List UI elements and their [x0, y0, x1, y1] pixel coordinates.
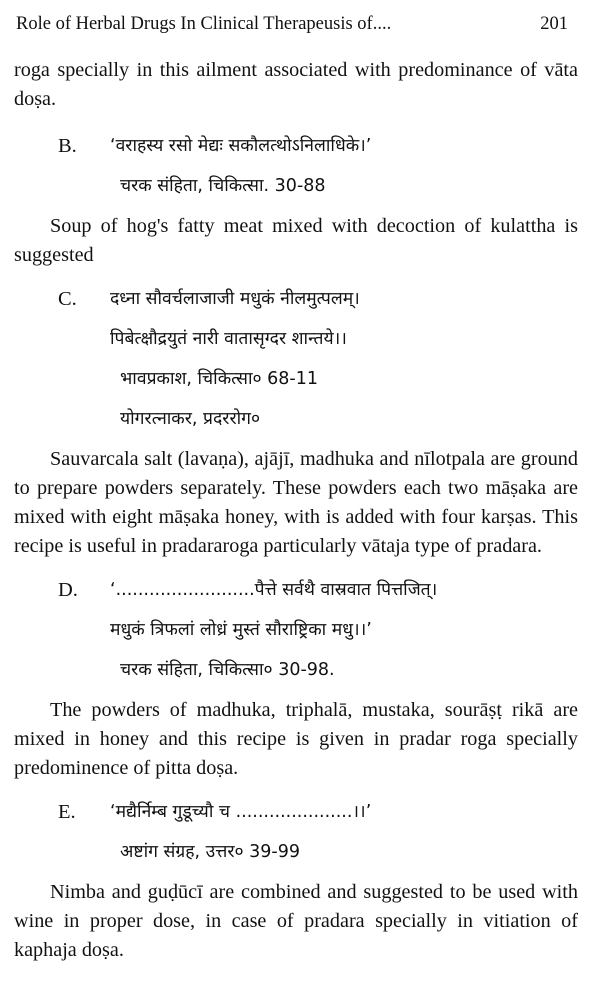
explanation-paragraph: Sauvarcala salt (lavaṇa), ajājī, madhuka and nīlotpala are ground to prepare powders separately. These powders each two māṣaka are mixed with eight māṣaka honey, with is added with four karṣas. This recipe is useful in pradararoga particularly vātaja type of pradara. — [14, 448, 578, 557]
verse-source: भावप्रकाश, चिकित्सा० 68-11 — [120, 369, 319, 389]
sanskrit-verse: ‘.........................पैत्ते सर्वथै वास्रवात पित्तजित्। — [110, 580, 438, 600]
intro-paragraph: roga specially in this ailment associated with predominance of vāta doṣa. — [14, 59, 578, 110]
verse-source: चरक संहिता, चिकित्सा. 30-88 — [120, 176, 326, 196]
verse-block-e — [14, 792, 578, 872]
running-title: Role of Herbal Drugs In Clinical Therapeusis of.... — [16, 14, 392, 34]
running-header — [14, 14, 578, 56]
sanskrit-verse: पिबेत्क्षौद्रयुतं नारी वातासृग्दर शान्तये।। — [110, 329, 347, 349]
explanation-paragraph: Nimba and guḍūcī are combined and suggested to be used with wine in proper dose, in case of pradara specially in vitiation of kaphaja doṣa. — [14, 881, 578, 961]
verse-block-c — [14, 279, 578, 439]
item-letter: C. — [58, 288, 77, 310]
verse-line — [14, 126, 578, 166]
sanskrit-verse: ‘मद्यैर्निम्ब गुडूच्यौ च .....................।।’ — [110, 802, 372, 822]
verse-block-d — [14, 570, 578, 690]
explanation-paragraph: Soup of hog's fatty meat mixed with decoction of kulattha is suggested — [14, 215, 578, 266]
verse-source: अष्टांग संग्रह, उत्तर० 39-99 — [120, 842, 301, 862]
sanskrit-verse: मधुकं त्रिफलां लोध्रं मुस्तं सौराष्ट्रिका मधु।।’ — [110, 620, 372, 640]
item-letter: D. — [58, 579, 78, 601]
item-letter: E. — [58, 801, 76, 823]
explanation-paragraph: The powders of madhuka, triphalā, mustaka, sourāṣṭ rikā are mixed in honey and this recipe is given in pradar roga specially predominence of pitta doṣa. — [14, 699, 578, 779]
sanskrit-verse: ‘वराहस्य रसो मेद्यः सकौलत्थोऽनिलाधिके।’ — [110, 136, 372, 156]
verse-line — [14, 279, 578, 319]
verse-line — [14, 792, 578, 832]
verse-source: योगरत्नाकर, प्रदररोग० — [120, 409, 261, 429]
item-letter: B. — [58, 135, 77, 157]
verse-line — [14, 610, 578, 650]
sanskrit-verse: दध्ना सौवर्चलाजाजी मधुकं नीलमुत्पलम्। — [110, 289, 360, 309]
page-number: 201 — [540, 14, 568, 34]
verse-line — [14, 319, 578, 359]
verse-source: चरक संहिता, चिकित्सा० 30-98. — [120, 660, 335, 680]
verse-block-b — [14, 126, 578, 206]
verse-line — [14, 570, 578, 610]
